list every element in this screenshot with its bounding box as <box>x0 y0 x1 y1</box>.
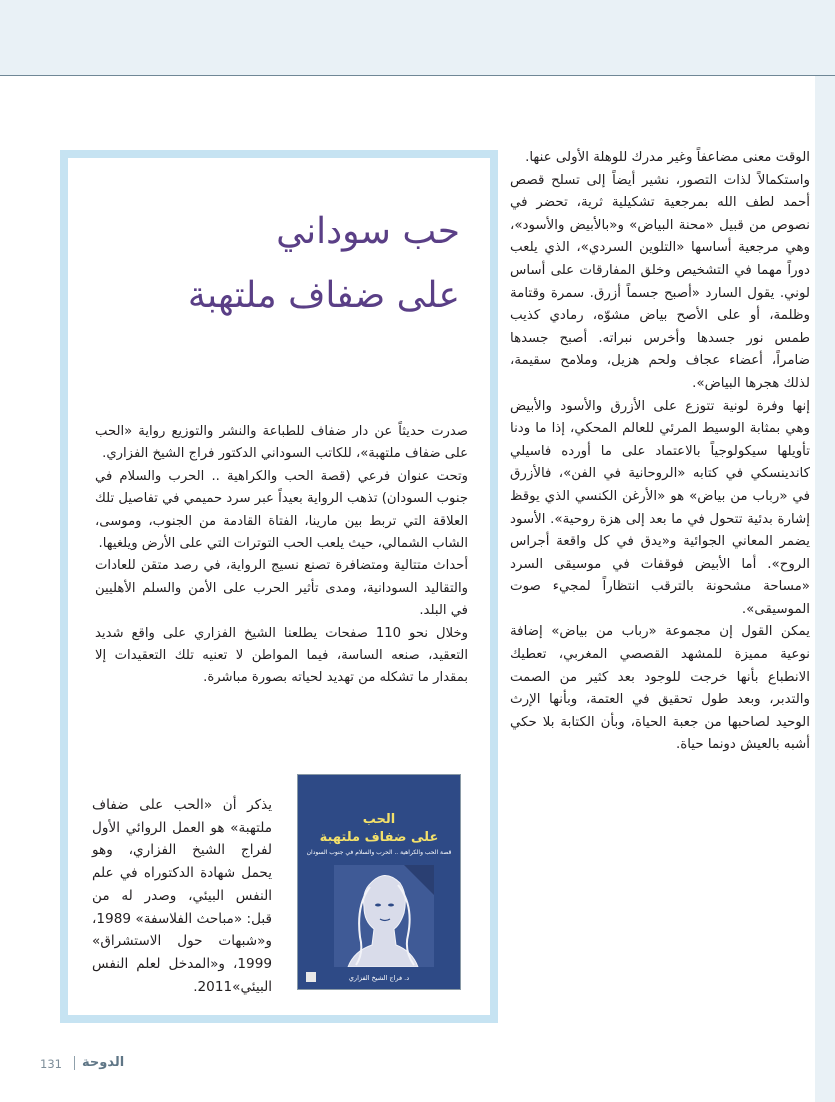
intro-paragraph: صدرت حديثاً عن دار ضفاف للطباعة والنشر والتوزيع رواية «الحب على ضفاف ملتهبة»، للكاتب السوداني الدكتور فراج الشيخ الفزاري. <box>95 424 468 462</box>
body-paragraph: واستكمالاً لذات التصور، نشير أيضاً إلى تسلح قصص أحمد لطف الله بمرجعية تشكيلية ثرية، تحضر في نصوص من قبيل «محنة البياض» و«بالأبيض والأسود»، وهي مرجعية أساسها «التلوين السردي»، الذي يلعب دوراً مهما في التشخيص وخلق المفارقات على أساس لوني. يقول السارد «أصبح جسماً أزرق. سمرة وقتامة وظلمة، أو على الأصح بياض مشوّه، رمادي كذيب طمس نور جسدها وأخرس نبراته. أصبح جسدها ضامراً، أعضاء عجاف ولحم هزيل، وملامح سقيمة، لذلك هجرها البياض». <box>510 172 810 391</box>
body-paragraph: إنها وفرة لونية تتوزع على الأزرق والأسود والأبيض وهي بمثابة الوسيط المرئي للعالم المحكي، إذا ما ودنا تأويلها سيكولوجياً بالاعتماد على ما أورده فاسيلي كاندينسكي في كتابه «الروحانية في الفن»، فالأزرق في «رباب من بياض» هو «الأرغن الكنسي الذي يوقظ إشارة بدئية تتحول في ما بعد إلى هزة روحية». الأسود يضمر المعاني الجوائية و«يدق في كل واقعة أجراس الروح». أما الأبيض فوقفات في موسيقى السرد «مساحة مشحونة بالترقب انتظاراً لمجيء صوت الموسيقى». <box>510 398 810 617</box>
book-cover-title: الحب على ضفاف ملتهبة <box>319 812 439 845</box>
footer-separator <box>74 1056 75 1070</box>
article-intro <box>95 421 468 690</box>
book-cover-subtitle: قصة الحب والكراهية .. الحرب والسلام في جنوب السودان <box>306 849 452 856</box>
article-title-line-2: على ضفاف ملتهبة <box>187 275 460 316</box>
body-paragraph: يمكن القول إن مجموعة «رباب من بياض» إضافة نوعية مميزة للمشهد القصصي المغربي، تعطيك الانطباع بأنها خرجت للوجود بعد كثير من الصمت والتدبر، وبعد طول تحقيق في العتمة، وبأنها الإرث الوحيد لصاحبها من جعبة الحياة، وبأن الكتابة بلا حكي أشبه بالعيش دونما حياة. <box>510 624 810 753</box>
right-margin-band <box>815 76 835 1102</box>
intro-paragraph: وخلال نحو 110 صفحات يطلعنا الشيخ الفزاري على واقع شديد التعقيد، صنعه الساسة، فيما المواطن لا تعنيه تلك التعقيدات إلا بمقدار ما تشكله من تهديد لحياته بصورة مباشرة. <box>95 625 468 686</box>
book-cover-author: د. فراج الشيخ الفزاري <box>348 974 410 982</box>
magazine-name: الدوحة <box>82 1055 125 1070</box>
author-note: يذكر أن «الحب على ضفاف ملتهبة» هو العمل الروائي الأول لفراج الشيخ الفزاري، وهو يحمل شهادة الدكتوراه في علم النفس البيئي، وصدر له من قبل: «مباحث الفلاسفة» 1989، و«شبهات حول الاستشراق» 1999، و«المدخل لعلم النفس البيئي»2011. <box>92 797 272 995</box>
top-margin-band <box>0 0 835 75</box>
book-cover-image <box>297 774 461 990</box>
intro-paragraph: وتحت عنوان فرعي (قصة الحب والكراهية .. الحرب والسلام في جنوب السودان) تذهب الرواية بعيداً عبر سرد حميمي في تفاصيل تلك العلاقة التي تربط بين مارينا، الفتاة القادمة من الجنوب، وموسى، الشاب الشمالي، حيث يلعب الحب التوترات التي على الأرض ويلغيها. <box>95 468 468 552</box>
book-cover-illustration <box>334 865 434 967</box>
top-rule <box>0 75 835 76</box>
article-title <box>100 200 460 328</box>
body-paragraph: الوقت معنى مضاعفاً وغير مدرك للوهلة الأولى عنها. <box>525 150 810 165</box>
right-text-column <box>510 147 810 757</box>
intro-paragraph: أحداث متتالية ومتضافرة تصنع نسيج الرواية، في رصد متقن للعادات والتقاليد السودانية، ومدى تأثير الحرب على الأمن والسلم الأهليين في البلد. <box>95 558 468 619</box>
article-title-line-1: حب سوداني <box>276 211 460 252</box>
page-number: 131 <box>40 1057 62 1071</box>
